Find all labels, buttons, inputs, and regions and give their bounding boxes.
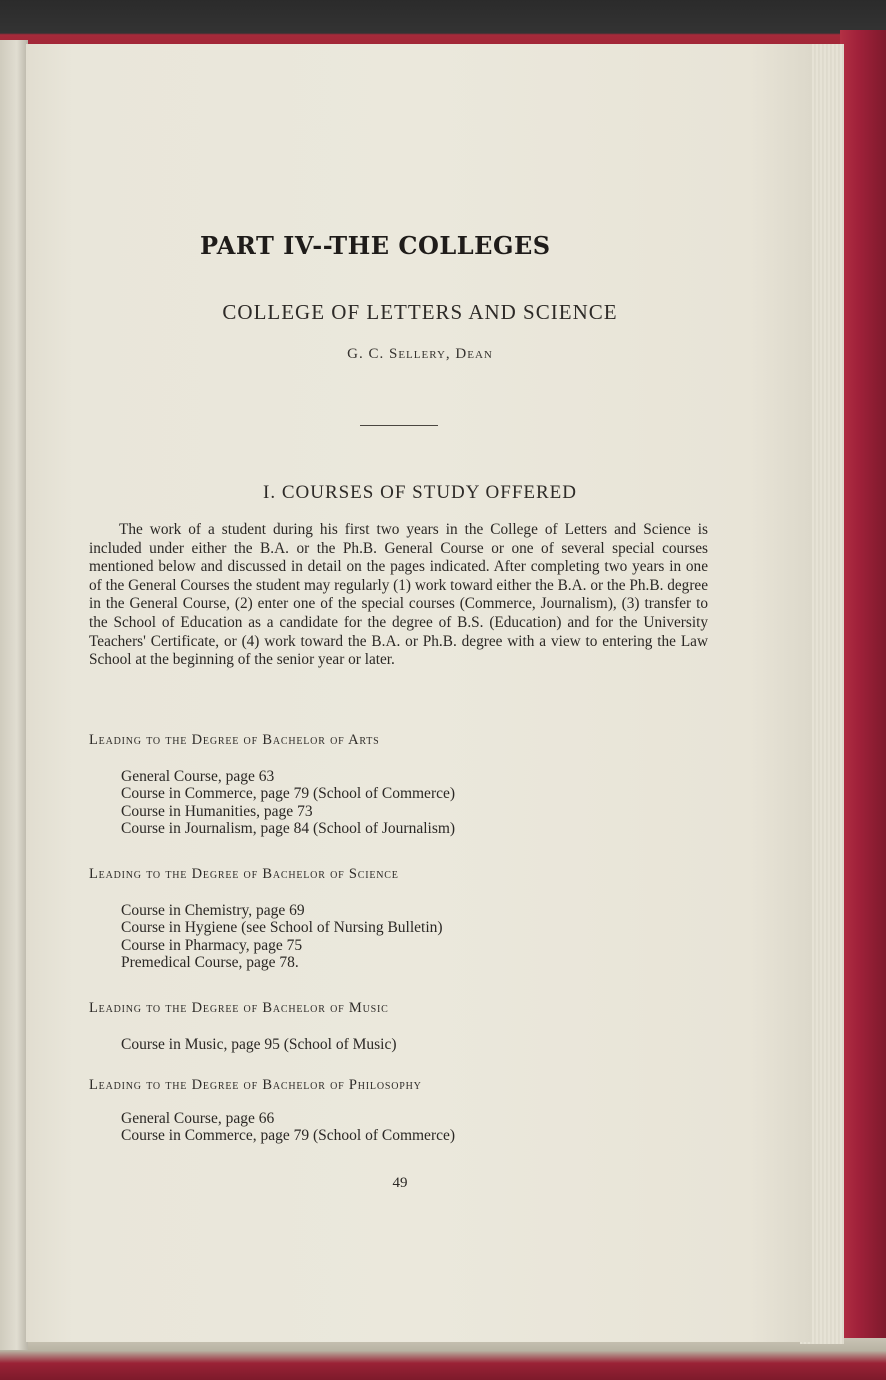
course-item: Course in Humanities, page 73 — [121, 802, 313, 820]
course-list-philosophy — [121, 1110, 455, 1145]
page-number: 49 — [392, 1175, 408, 1191]
course-list-arts — [121, 768, 455, 837]
degree-heading-arts: Leading to the Degree of Bachelor of Arts — [89, 732, 380, 748]
course-item: General Course, page 66 — [121, 1110, 275, 1127]
course-item: Course in Hygiene (see School of Nursing Bulletin) — [121, 919, 443, 937]
dean-line: G. C. Sellery, Dean — [347, 346, 493, 362]
course-list-science — [121, 902, 443, 971]
part-title: PART IV--THE COLLEGES — [200, 231, 551, 260]
intro-paragraph: The work of a student during his first two years in the College of Letters and Science is included under either the B.A. or the Ph.B. General Course or one of several special courses mentioned below and discussed in detail on the pages indicated. After completing two years in one of the General Courses the student may regularly (1) work toward either the B.A. or the Ph.B. degree in the General Course, (2) enter one of the special courses (Commerce, Journalism), (3) transfer to the School of Education as a candidate for the degree of B.S. (Education) and for the University Teachers' Certificate, or (4) work toward the B.A. or Ph.B. degree with a view to entering the Law School at the beginning of the senior year or later. — [89, 521, 708, 669]
course-list-music — [121, 1036, 397, 1053]
course-item: Course in Pharmacy, page 75 — [121, 936, 303, 954]
course-item: Course in Music, page 95 (School of Music) — [121, 1036, 397, 1053]
course-item: Course in Chemistry, page 69 — [121, 902, 305, 919]
degree-heading-science: Leading to the Degree of Bachelor of Science — [89, 866, 399, 882]
course-item: Course in Journalism, page 84 (School of Journalism) — [121, 819, 456, 837]
course-item: Premedical Course, page 78. — [121, 953, 299, 971]
college-title: COLLEGE OF LETTERS AND SCIENCE — [222, 300, 618, 324]
degree-heading-philosophy: Leading to the Degree of Bachelor of Philosophy — [89, 1077, 422, 1093]
course-item: Course in Commerce, page 79 (School of Commerce) — [121, 785, 456, 803]
divider-rule — [360, 425, 438, 426]
course-item: Course in Commerce, page 79 (School of Commerce) — [121, 1127, 456, 1145]
course-item: General Course, page 63 — [121, 768, 275, 785]
degree-heading-music: Leading to the Degree of Bachelor of Music — [89, 1000, 389, 1016]
section-title: I. COURSES OF STUDY OFFERED — [263, 482, 577, 503]
